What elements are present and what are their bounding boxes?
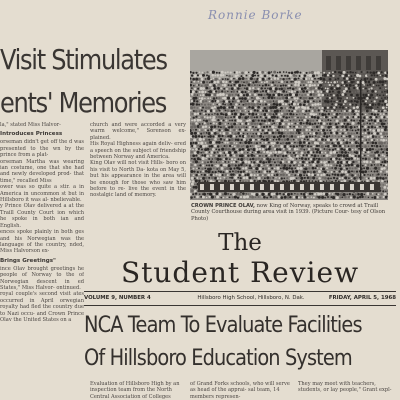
lead-story-column-2: [190, 381, 290, 400]
top-story-column-a: [0, 122, 84, 400]
paragraph: church and were accorded a very warm welcome," Sorenson ex- plained.: [90, 122, 186, 141]
lead-story-text-1: Evaluation of Hillsboro High by an inspection team from the North Central Association of Colleges: [90, 381, 180, 400]
masthead-rule-bottom: [84, 305, 396, 306]
photo-caption-text: now King of Norway, speaks to crowd at Traill County Courthouse during area visit in 1939. (Picture Cour- tesy of Olson Photo): [191, 203, 386, 222]
photo-caption: [191, 203, 391, 222]
top-headline-line2: ents' Memories: [0, 86, 167, 119]
lead-headline-line1: NCA Team To Evaluate Facilities: [84, 313, 362, 338]
masthead-the: The: [218, 230, 262, 256]
masthead-rule-top: [84, 291, 396, 292]
paragraph: orseman didn't get off the d was presented to the wn by the prince from a plat-: [0, 139, 84, 159]
paragraph: ences spoke plainly in both ges and his Norwegian was the language of the country, nded, Miss Halvorson ex-: [0, 229, 84, 255]
courthouse-crowd-photo: [190, 50, 388, 200]
handwritten-annotation: Ronnie Borke: [208, 8, 303, 22]
subheading: Introduces Princess: [0, 131, 63, 138]
volume-number: VOLUME 9, NUMBER 4: [84, 295, 151, 301]
paragraph: His Royal Highness again deliv- ered a speech on the subject of friendship between Norway and America.: [90, 141, 186, 161]
lead-story-column-1: [90, 381, 182, 400]
photo-caption-lead: CROWN PRINCE OLAV,: [191, 203, 255, 209]
subheading: Brings Greetings": [0, 257, 56, 264]
masthead-title: Student Review: [120, 256, 360, 289]
paragraph: orseman Martha was wearing ian costume, one that she had and newly developed prod- that time," recalled Miss: [0, 158, 84, 184]
issue-date: FRIDAY, APRIL 5, 1968: [328, 295, 396, 301]
top-headline-line1: Visit Stimulates: [0, 43, 167, 76]
school-location: Hillsboro High School, Hillsboro, N. Dak.: [197, 295, 305, 301]
issue-info-bar: [84, 294, 396, 303]
lead-story-text-3: They may meet with teachers, students, or lay people," Grant expl-: [298, 381, 392, 394]
lead-story-column-3: [298, 381, 398, 400]
paragraph: la," stated Miss Halvor-: [0, 122, 61, 128]
paragraph: y Prince Olav delivered a at the Traill County Court ion which he spoke in both ian and English.: [0, 203, 84, 229]
paragraph: royal couple's second visit ates occurred in April orwegian royalty had fled the country due to Nazi occu- and Crown Prince Olav the United States on a: [0, 291, 84, 323]
lead-story-text-2: of Grand Forks schools, who will serve as head of the apprai- sal team, 14 members represen-: [190, 381, 290, 400]
paragraph: King Olav will not visit Hills- boro on his visit to North Da- kota on May 5, but his appearance in the area will be enough for those who saw him before to re- live the event in the nostalgic land of memory.: [90, 160, 186, 199]
paragraph: ince Olav brought greetings he people of Norway to the of Norwegian descent in ed States," Miss Halvor- ontinued.: [0, 265, 84, 291]
lead-headline-line2: Of Hillsboro Education System: [84, 346, 352, 371]
paragraph: ower was so quite a stir. a in America in uncommon st but in Hillsboro it was al- nbelievable.: [0, 184, 84, 204]
crowd-photo-image: [190, 50, 388, 200]
